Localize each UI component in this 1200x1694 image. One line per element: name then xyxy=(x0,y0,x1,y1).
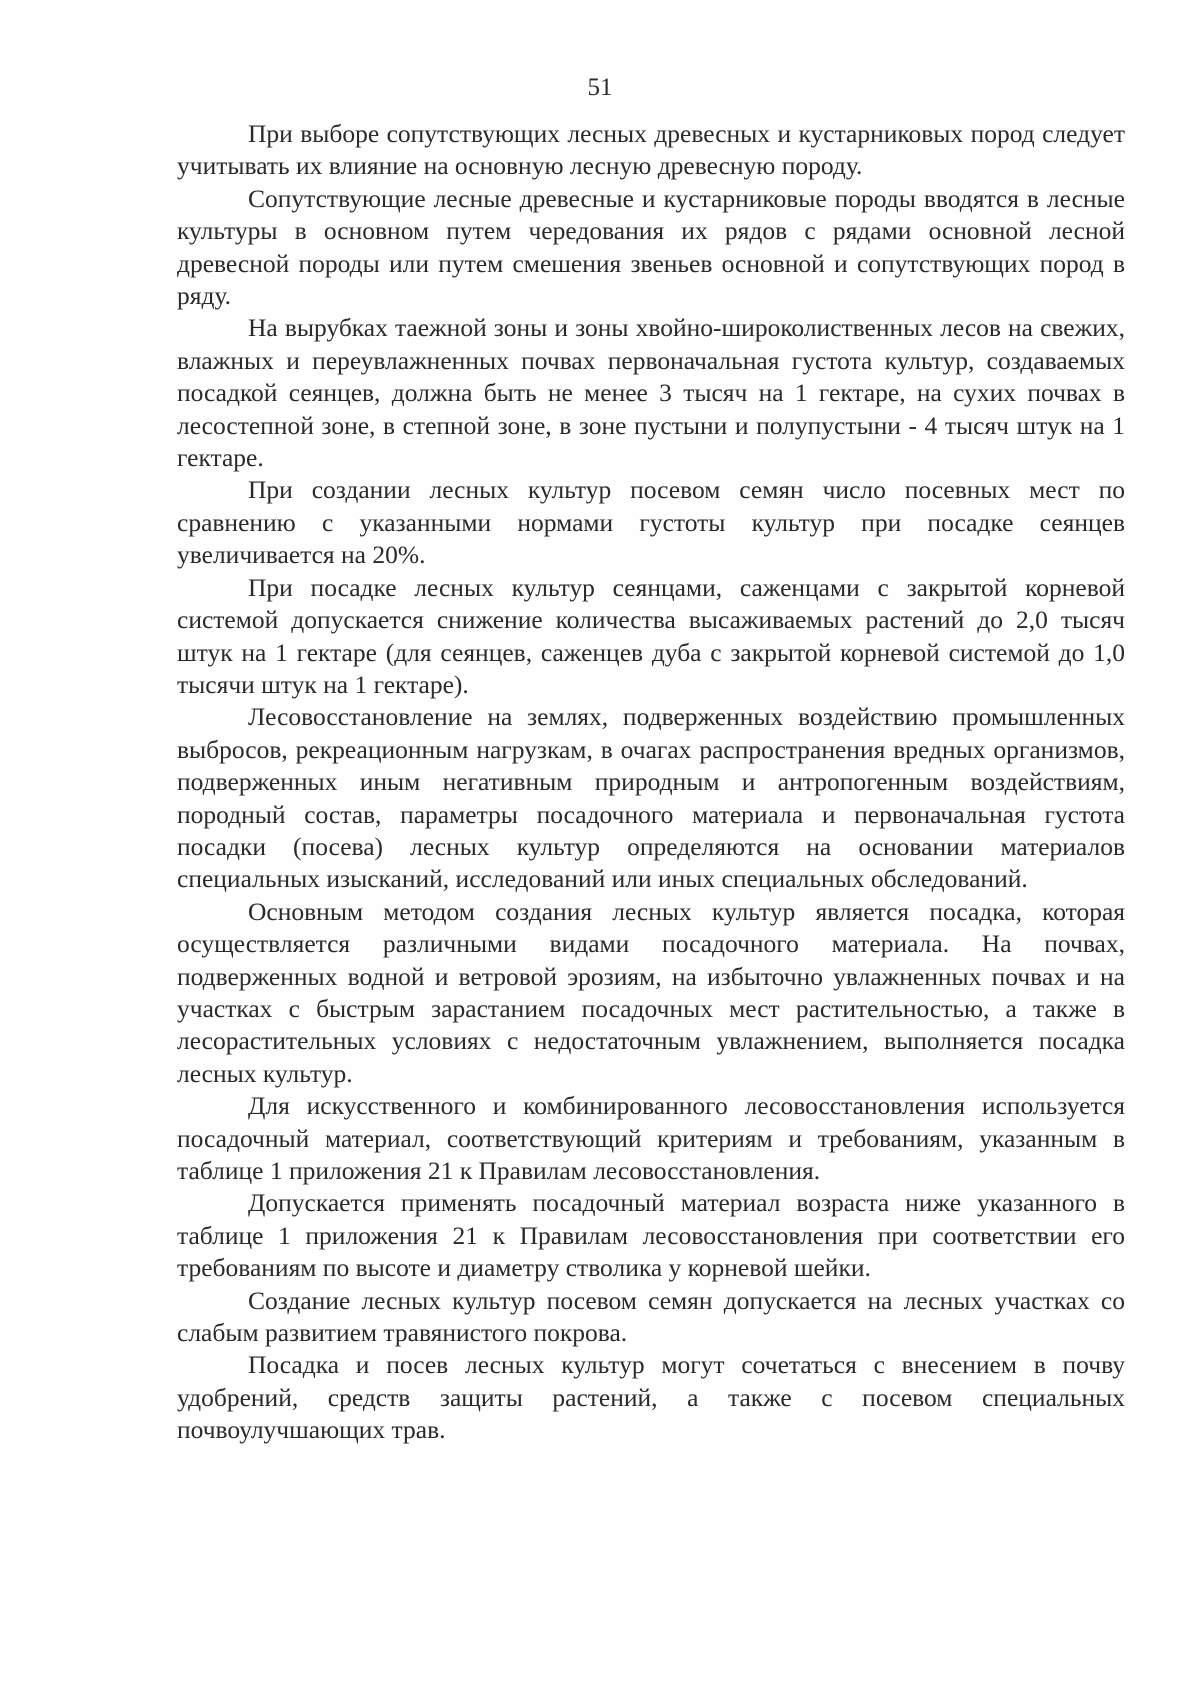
paragraph-seed-sowing-allowance: Создание лесных культур посевом семян допускается на лесных участках со слабым развитием травянистого покрова. xyxy=(177,1285,1125,1348)
paragraph-planting-main-method: Основным методом создания лесных культур является посадка, которая осуществляется различными видами посадочного материала. На почвах, подверженных водной и ветровой эрозиям, на избыточно увлажненных почвах и на участках с быстрым зарастанием посадочных мест растительностью, а также в лесорастительных условиях с недостаточным увлажнением, выполняется посадка лесных культур. xyxy=(177,896,1125,1088)
paragraph-planting-material-requirements: Для искусственного и комбинированного лесовосстановления используется посадочный материал, соответствующий критериям и требованиям, указанным в таблице 1 приложения 21 к Правилам лесовосстановления. xyxy=(177,1091,1125,1185)
paragraph-companion-species-introduction: Сопутствующие лесные древесные и кустарниковые породы вводятся в лесные культуры в основном путем чередования их рядов с рядами основной лесной древесной породы или путем смешения звеньев основной и сопутствующих пород в ряду. xyxy=(177,183,1125,311)
paragraph-seed-sowing-density: При создании лесных культур посевом семян число посевных мест по сравнению с указанными нормами густоты культур при посадке сеянцев увеличивается на 20%. xyxy=(177,475,1125,570)
paragraph-younger-material-allowance: Допускается применять посадочный материал возраста ниже указанного в таблице 1 приложения 21 к Правилам лесовосстановления при соответствии его требованиям по высоте и диаметру стволика у корневой шейки. xyxy=(177,1188,1125,1283)
paragraph-closed-root-reduction: При посадке лесных культур сеянцами, саженцами с закрытой корневой системой допускается снижение количества высаживаемых растений до 2,0 тысяч штук на 1 гектаре (для сеянцев, саженцев дуба с закрытой корневой системой до 1,0 тысячи штук на 1 гектаре). xyxy=(177,572,1125,699)
page-number: 51 xyxy=(587,74,613,101)
paragraph-initial-planting-density: На вырубках таежной зоны и зоны хвойно-широколиственных лесов на свежих, влажных и переувлажненных почвах первоначальная густота культур, создаваемых посадкой сеянцев, должна быть не менее 3 тысяч на 1 гектаре, на сухих почвах в лесостепной зоне, в степной зоне, в зоне пустыни и полупустыни - 4 тысяч штук на 1 гектаре. xyxy=(177,313,1125,473)
paragraph-fertilizer-combination: Посадка и посев лесных культур могут сочетаться с внесением в почву удобрений, средств защиты растений, а также с посевом специальных почвоулучшающих трав. xyxy=(177,1350,1125,1445)
paragraph-impacted-lands-restoration: Лесовосстановление на землях, подверженных воздействию промышленных выбросов, рекреационным нагрузкам, в очагах распространения вредных организмов, подверженных иным негативным природным и антропогенным воздействиям, породный состав, параметры посадочного материала и первоначальная густота посадки (посева) лесных культур определяются на основании материалов специальных изысканий, исследований или иных специальных обследований. xyxy=(177,702,1125,894)
paragraph-companion-species-selection: При выборе сопутствующих лесных древесных и кустарниковых пород следует учитывать их влияние на основную лесную древесную породу. xyxy=(177,119,1125,181)
document-body xyxy=(177,118,1125,1447)
